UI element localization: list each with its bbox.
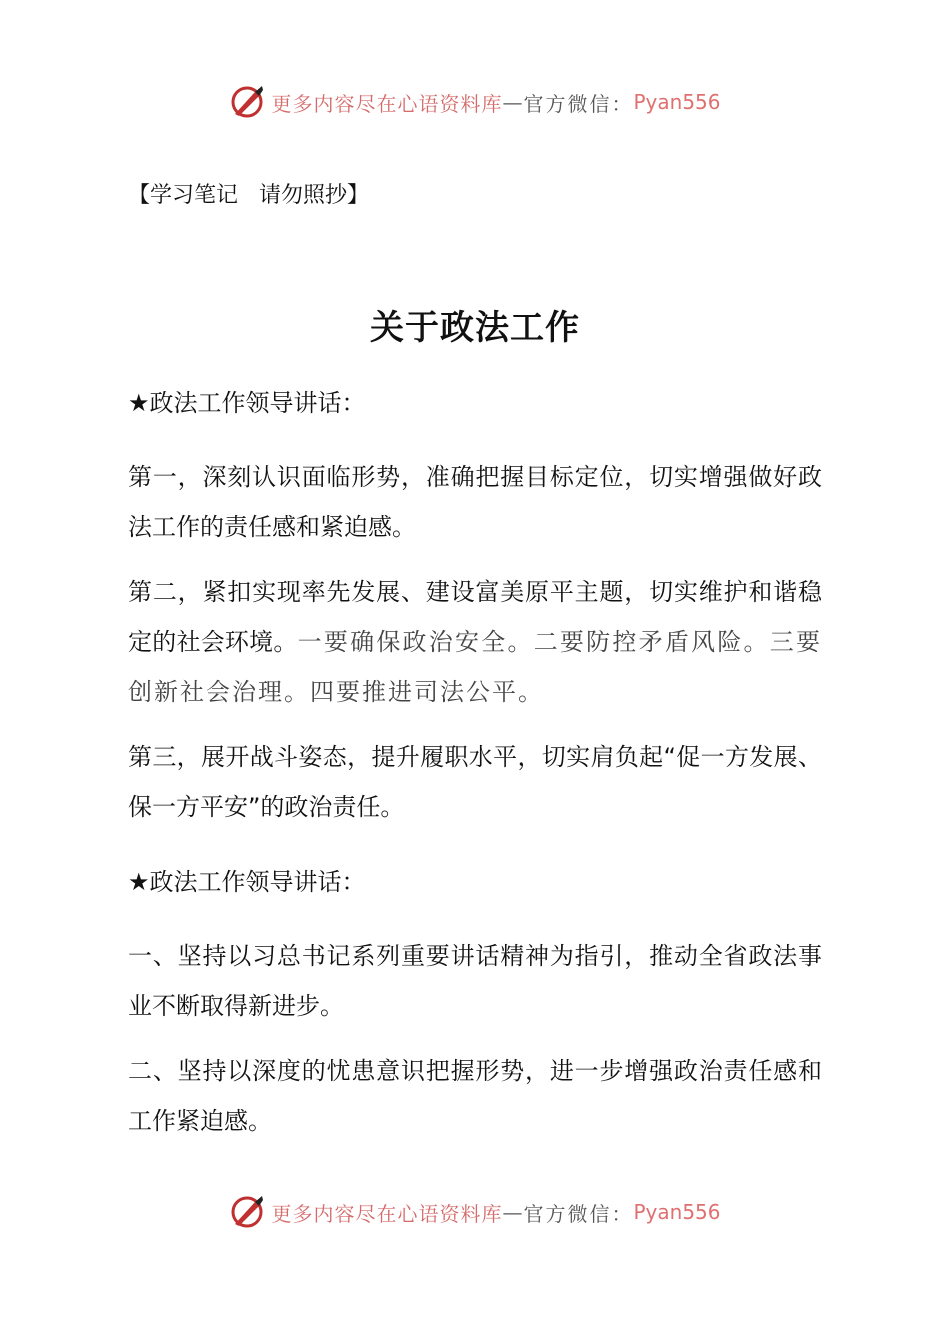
handwritten-style-text: 一要确保政治安全。二要防控矛盾风险。三要创新社会治理。四要推进司法公平。	[128, 628, 823, 706]
banner-wechat-id: Pyan556	[633, 1200, 721, 1224]
study-note: 【学习笔记 请勿照抄】	[128, 183, 369, 208]
page-title: 关于政法工作	[370, 308, 580, 348]
footer-banner	[0, 1192, 950, 1232]
paragraph: 第一，深刻认识面临形势，准确把握目标定位，切实增强做好政法工作的责任感和紧迫感。	[128, 463, 822, 541]
section-2-p2-block	[128, 1046, 822, 1146]
section-1-heading-block	[128, 378, 822, 428]
paragraph: 一、坚持以习总书记系列重要讲话精神为指引，推动全省政法事业不断取得新进步。	[128, 942, 822, 1020]
banner-wechat-id: Pyan556	[633, 90, 721, 114]
banner-wechat-label: 官方微信：	[523, 91, 634, 116]
pen-logo-icon	[229, 1194, 265, 1230]
banner-dash: —	[502, 90, 524, 114]
banner-text: 更多内容尽在心语资料库	[271, 1201, 503, 1226]
section-2-heading-block	[128, 857, 822, 907]
paragraph: 第三，展开战斗姿态，提升履职水平，切实肩负起“促一方发展、保一方平安”的政治责任。	[128, 743, 822, 821]
section-heading: ★政法工作领导讲话：	[128, 868, 366, 896]
paragraph-main-text: 第二，紧扣实现率先发展、建设富美原平主题，切实维护和谐稳定的社会环境。	[128, 578, 822, 656]
paragraph: 二、坚持以深度的忧患意识把握形势，进一步增强政治责任感和工作紧迫感。	[128, 1057, 822, 1135]
pen-logo-icon	[229, 84, 265, 120]
banner-wechat-label: 官方微信：	[523, 1201, 634, 1226]
header-banner	[0, 82, 950, 122]
section-1-p2-block	[128, 567, 822, 717]
section-heading: ★政法工作领导讲话：	[128, 389, 366, 417]
banner-dash: —	[502, 1200, 524, 1224]
paragraph	[128, 567, 822, 717]
section-1-p3-block	[128, 732, 822, 832]
section-2-p1-block	[128, 931, 822, 1031]
banner-text: 更多内容尽在心语资料库	[271, 91, 503, 116]
section-1-p1-block	[128, 452, 822, 552]
